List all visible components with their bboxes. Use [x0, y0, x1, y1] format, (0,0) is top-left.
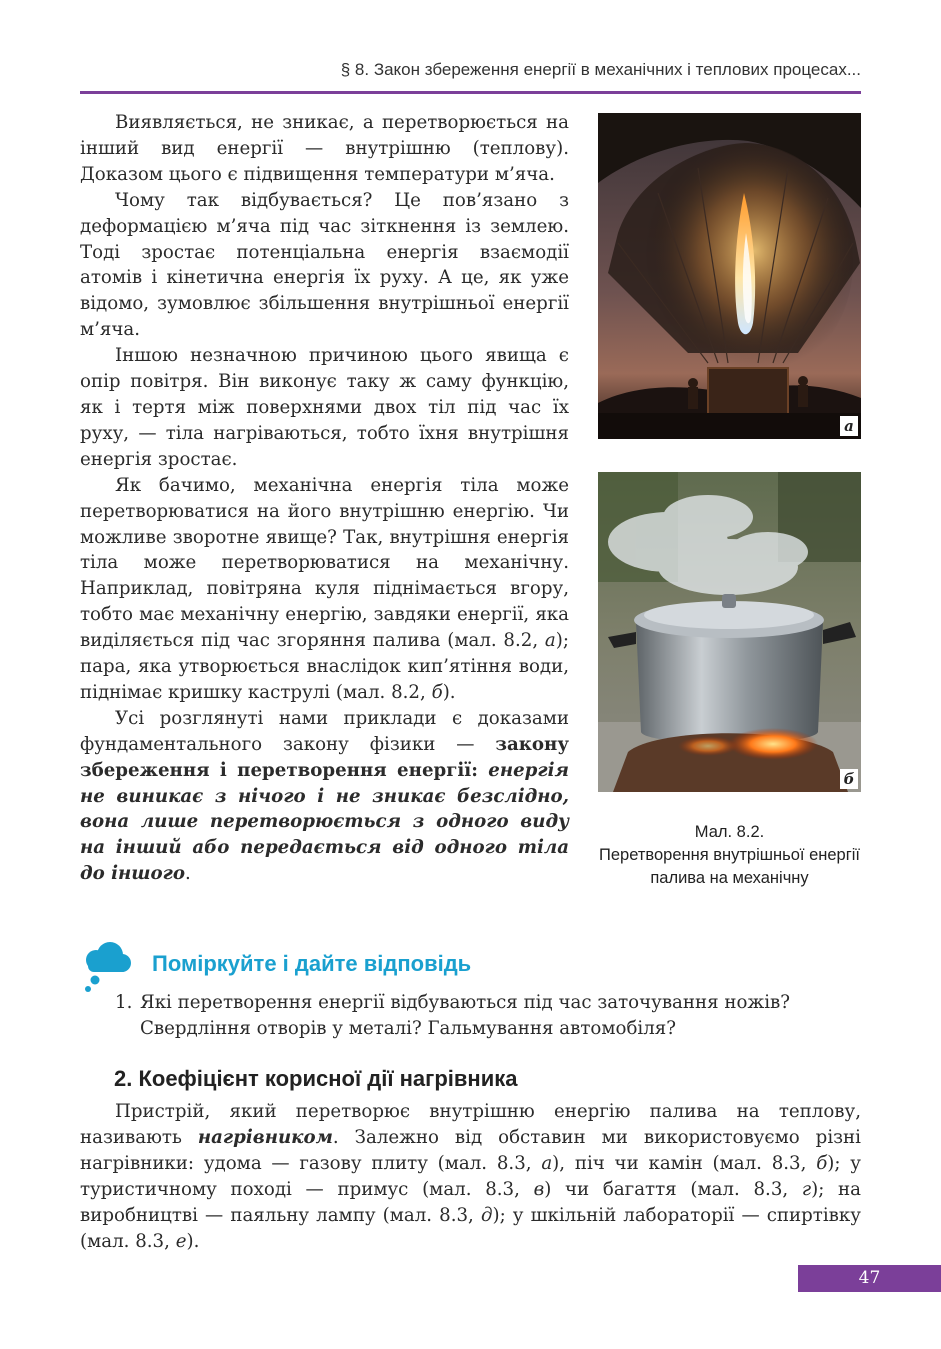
text-run: . Залежно від обставин ми використовуємо різні нагрівники: удома — газову плиту (мал. 8.3,: [80, 1126, 861, 1174]
section-paragraph: [80, 1099, 861, 1254]
figure-caption-text: Перетворення внутрішньої енергії палива на механічну: [599, 846, 860, 887]
text-run: ); у туристичному поході — примус (мал. 8.3,: [80, 1152, 861, 1200]
question-list: [115, 990, 865, 1042]
question-text: Які перетворення енергії відбуваються під час заточування ножів? Свердління отворів у металі? Гальмування автомобіля?: [140, 992, 791, 1039]
text-run: ); на виробництві — паяльну лампу (мал. 8.3,: [80, 1178, 861, 1226]
text-run: Усі розглянуті нами приклади є доказами фундаментального закону фізики —: [80, 707, 569, 755]
paragraph-3: Іншою незначною причиною цього явища є опір повітря. Він виконує таку ж саму функцію, як і тертя між поверхнями двох тіл під час їх руху, — тіла нагріваються, тобто їхня внутрішня енергія зростає.: [80, 345, 569, 470]
photo-steaming-pot: [598, 472, 861, 792]
photo-label-b: б: [840, 769, 858, 789]
hot-air-balloon-illustration: [598, 113, 861, 439]
figure-letter: а: [544, 630, 556, 652]
figure-letter: е: [175, 1230, 187, 1252]
text-run: ), піч чи камін (мал. 8.3,: [552, 1152, 817, 1174]
photo-hot-air-balloon: [598, 113, 861, 439]
page-number: 47: [798, 1265, 941, 1292]
term-heater: нагрівником: [197, 1126, 333, 1148]
text-run: Пристрій, який перетворює внутрішню енергію палива на теплову, називають: [80, 1101, 861, 1148]
list-item: [115, 990, 865, 1042]
paragraph-5: [80, 706, 569, 887]
question-number: 1.: [115, 992, 133, 1013]
figure-letter: б: [816, 1152, 828, 1174]
text-run: ).: [442, 681, 456, 703]
text-run: Як бачимо, механічна енергія тіла може перетворюватися на його внутрішню енергію. Чи можливе зворотне явище? Так, внутрішня енергія тіла може перетворюватися на механічну. Наприклад, повітряна куля піднімається вгору, тобто має механічну енергію, завдяки енергії, яка виділяється під час згоряння палива (мал. 8.2,: [80, 474, 569, 652]
paragraph-4: [80, 473, 569, 706]
paragraph-2: Чому так відбувається? Це пов’язано з деформацією м’яча під час зіткнення із землею. Тоді зростає потенціальна енергія взаємодії атомів і кінетична енергія їх руху. А це, як уже відомо, зумовлює збільшення внутрішньої енергії м’яча.: [80, 189, 569, 341]
photo-label-a: а: [840, 416, 858, 436]
law-name: закону збереження і перетворення енергії:: [80, 733, 569, 781]
figure-caption: [598, 821, 861, 890]
text-run: .: [185, 863, 191, 885]
text-run: ).: [186, 1230, 200, 1252]
steaming-pot-illustration: [598, 472, 861, 792]
header-rule: [80, 91, 861, 94]
think-heading: Поміркуйте і дайте відповідь: [152, 951, 472, 976]
section-heading: 2. Коефіцієнт корисної дії нагрівника: [114, 1066, 518, 1091]
figure-letter: д: [480, 1204, 493, 1226]
text-run: ); пара, яка утворюється внаслідок кип’ятіння води, піднімає кришку каструлі (мал. 8.2,: [80, 630, 569, 703]
text-run: ); у шкільній лабораторії — спиртівку (мал. 8.3,: [80, 1204, 861, 1252]
figure-caption-number: Мал. 8.2.: [694, 823, 765, 841]
figure-letter: в: [533, 1178, 545, 1200]
figure-letter: г: [801, 1178, 812, 1200]
figure-letter: б: [431, 681, 443, 703]
paragraph-1: Виявляється, не зникає, а перетворюється на інший вид енергії — внутрішню (теплову). Доказом цього є підвищення температури м’яча.: [80, 112, 569, 185]
figure-letter: а: [541, 1152, 553, 1174]
main-text-column: [80, 110, 569, 887]
text-run: ) чи багаття (мал. 8.3,: [544, 1178, 802, 1200]
law-statement: енергія не виникає з нічого і не зникає безслідно, вона лише перетворюється з одного виду на інший або передається від одного тіла до іншого: [80, 759, 569, 885]
running-header: § 8. Закон збереження енергії в механічних і теплових процесах...: [340, 60, 861, 79]
